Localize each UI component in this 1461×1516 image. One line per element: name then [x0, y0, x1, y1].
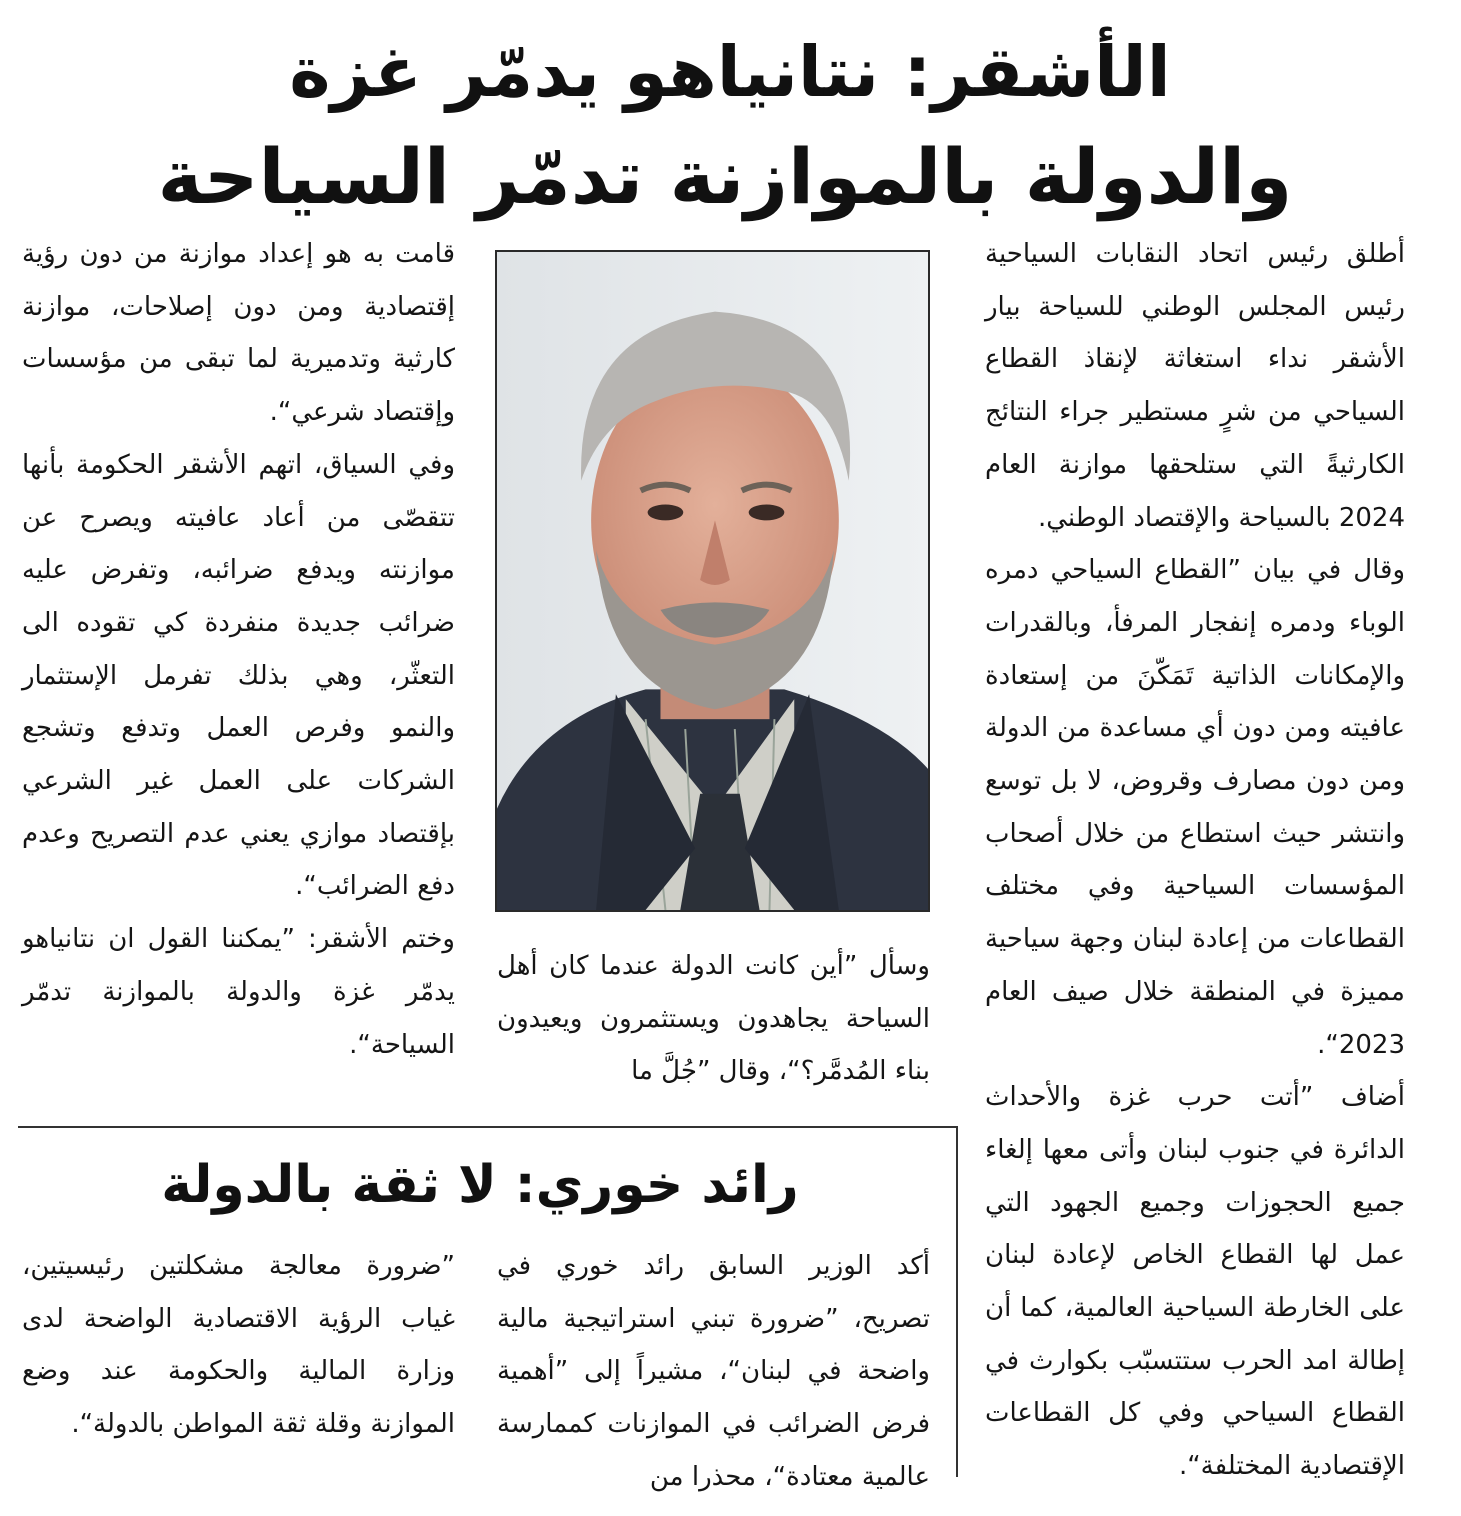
paragraph: وختم الأشقر: ”يمكننا القول ان نتانياهو يدمّر غزة والدولة بالموازنة تدمّر السياحة“.	[22, 924, 455, 1060]
column-divider	[956, 1127, 958, 1477]
paragraph: أضاف ”أتت حرب غزة والأحداث الدائرة في جنوب لبنان وأتى معها إلغاء جميع الحجوزات وجميع الجهود التي عمل لها القطاع الخاص لإعادة لبنان على الخارطة السياحية العالمية، كما أن إطالة امد الحرب ستتسبّب بكوارث في القطاع السياحي وفي كل القطاعات الإقتصادية المختلفة“.	[985, 1082, 1405, 1482]
paragraph: أكد الوزير السابق رائد خوري في تصريح، ”ضرورة تبني استراتيجية مالية واضحة في لبنان“، مشيراً إلى ”أهمية فرض الضرائب في الموازنات كممارسة عالمية معتادة“، محذرا من	[497, 1251, 930, 1492]
headline-line-1: الأشقر: نتانياهو يدمّر غزة	[289, 31, 1171, 113]
sub-article-column-left	[22, 1240, 455, 1451]
paragraph: قامت به هو إعداد موازنة من دون رؤية إقتصادية ومن دون إصلاحات، موازنة كارثية وتدميرية لما تبقى من مؤسسات وإقتصاد شرعي“.	[22, 239, 455, 428]
article-column-middle	[497, 940, 930, 1098]
paragraph: وقال في بيان ”القطاع السياحي دمره الوباء ودمره إنفجار المرفأ، وبالقدرات والإمكانات الذاتية تَمَكّنَ من إستعادة عافيته ومن دون أي مساعدة من الدولة ومن دون مصارف وقروض، لا بل توسع وانتشر حيث استطاع من خلال أصحاب المؤسسات السياحية وفي مختلف القطاعات من إعادة لبنان وجهة سياحية مميزة في المنطقة خلال صيف العام 2023“.	[985, 555, 1405, 1060]
portrait-photo	[495, 250, 930, 912]
paragraph: وسأل ”أين كانت الدولة عندما كان أهل السياحة يجاهدون ويستثمرون ويعيدون بناء المُدمَّر؟“، وقال ”جُلَّ ما	[497, 951, 930, 1087]
sub-article-column-right	[497, 1240, 930, 1504]
subheadline: رائد خوري: لا ثقة بالدولة	[161, 1155, 799, 1215]
paragraph: أطلق رئيس اتحاد النقابات السياحية رئيس المجلس الوطني للسياحة بيار الأشقر نداء استغاثة لإنقاذ القطاع السياحي من شرٍ مستطير جراء النتائج الكارثيةً التي ستلحقها موازنة العام 2024 بالسياحة والإقتصاد الوطني.	[985, 239, 1405, 533]
headline-line-2: والدولة بالموازنة تدمّر السياحة	[157, 132, 1293, 221]
paragraph: ”ضرورة معالجة مشكلتين رئيسيتين، غياب الرؤية الاقتصادية الواضحة لدى وزارة المالية والحكومة عند وضع الموازنة وقلة ثقة المواطن بالدولة“.	[22, 1251, 455, 1440]
paragraph: وفي السياق، اتهم الأشقر الحكومة بأنها تتقصّى من أعاد عافيته ويصرح عن موازنته ويدفع ضرائبه، وتفرض عليه ضرائب جديدة منفردة كي تقوده الى التعثّر، وهي بذلك تفرمل الإستثمار والنمو وفرص العمل وتدفع وتشجع الشركات على العمل غير الشرعي بإقتصاد موازي يعني عدم التصريح وعدم دفع الضرائب“.	[22, 449, 455, 902]
article-column-right	[985, 228, 1405, 1493]
section-divider	[18, 1126, 958, 1128]
article-column-left	[22, 228, 455, 1071]
portrait-illustration	[497, 252, 928, 910]
